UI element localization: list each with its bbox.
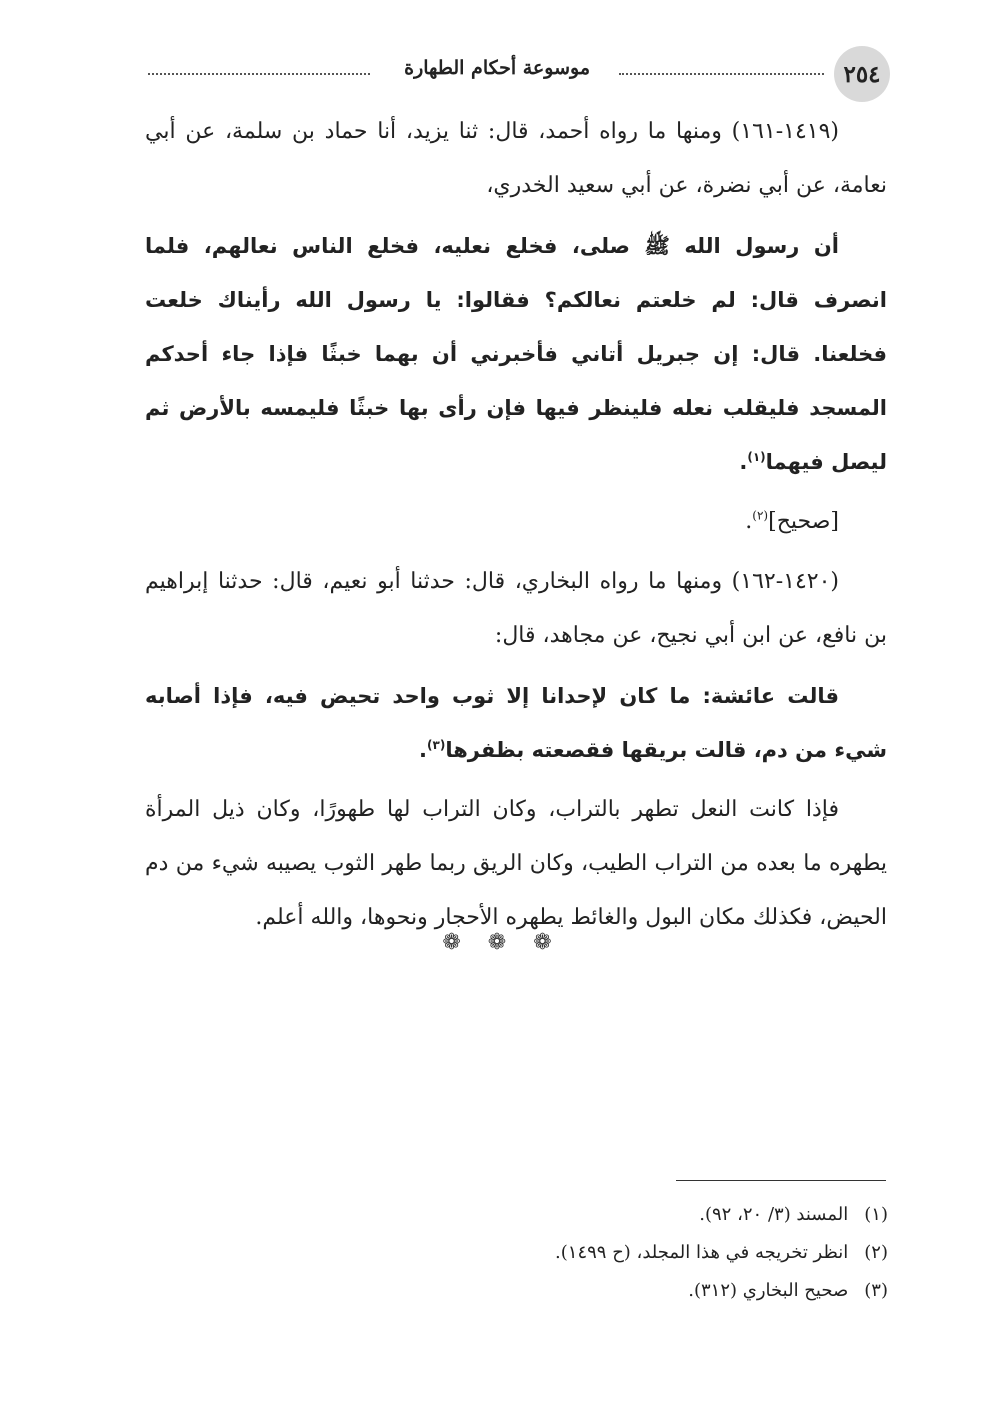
hadith-text: قالت عائشة: ما كان لإحدانا إلا ثوب واحد تحيض فيه، فإذا أصابه شيء من دم، قالت بريقها فقصعته بظفرها [145, 684, 887, 762]
page-number-badge: ٢٥٤ [834, 46, 890, 102]
paragraph-isnad-1420 [145, 555, 887, 663]
paragraph-hadith-1420 [145, 669, 887, 777]
footnote-ref[interactable]: (٢) [752, 508, 769, 523]
footnote-number: (١) [864, 1204, 888, 1225]
paragraph-text: (١٤٢٠-١٦٢) ومنها ما رواه البخاري، قال: حدثنا أبو نعيم، قال: حدثنا إبراهيم بن نافع، عن ابن أبي نجيح، عن مجاهد، قال: [145, 569, 887, 648]
footnotes [300, 1196, 888, 1310]
header-dotted-rule [619, 73, 824, 75]
section-separator-icon: ❁ ❁ ❁ [442, 930, 562, 955]
footnote-divider [676, 1180, 886, 1181]
paragraph-conclusion [145, 783, 887, 945]
grading-text: [صحيح] [768, 509, 839, 534]
footnote-text: المسند (٣/ ٢٠، ٩٢). [699, 1204, 849, 1225]
footnote-item [300, 1234, 888, 1272]
paragraph-hadith-1419 [145, 219, 887, 489]
punctuation: . [739, 450, 748, 474]
footnote-number: (٣) [864, 1280, 888, 1301]
page-header [140, 46, 890, 104]
paragraph-isnad-1419 [145, 105, 887, 213]
header-dotted-rule [148, 73, 370, 75]
punctuation: . [745, 509, 753, 534]
running-title: موسوعة أحكام الطهارة [404, 57, 590, 79]
footnote-item [300, 1272, 888, 1310]
paragraph-grading [145, 495, 887, 549]
hadith-text: أن رسول الله ﷺ صلى، فخلع نعليه، فخلع الناس نعالهم، فلما انصرف قال: لم خلعتم نعالكم؟ فقالوا: يا رسول الله رأيناك خلعت فخلعنا. قال: إن جبريل أتاني فأخبرني أن بهما خبثًا فإذا جاء أحدكم المسجد فليقلب نعله فلينظر فيها فإن رأى بها خبثًا فليمسه بالأرض ثم ليصل فيهما [145, 234, 887, 474]
footnote-ref[interactable]: (١) [747, 450, 766, 464]
main-text [145, 105, 887, 945]
paragraph-text: فإذا كانت النعل تطهر بالتراب، وكان التراب لها طهورًا، وكان ذيل المرأة يطهره ما بعده من التراب الطيب، وكان الريق ربما طهر الثوب يصيبه شيء من دم الحيض، فكذلك مكان البول والغائط يطهره الأحجار ونحوها، والله أعلم. [145, 797, 887, 930]
punctuation: . [419, 738, 428, 762]
footnote-item [300, 1196, 888, 1234]
footnote-ref[interactable]: (٣) [427, 738, 446, 752]
paragraph-text: (١٤١٩-١٦١) ومنها ما رواه أحمد، قال: ثنا يزيد، أنا حماد بن سلمة، عن أبي نعامة، عن أبي نضرة، عن أبي سعيد الخدري، [145, 119, 887, 198]
footnote-number: (٢) [864, 1242, 888, 1263]
footnote-text: انظر تخريجه في هذا المجلد، (ح ١٤٩٩). [555, 1242, 849, 1263]
footnote-text: صحيح البخاري (٣١٢). [688, 1280, 849, 1301]
